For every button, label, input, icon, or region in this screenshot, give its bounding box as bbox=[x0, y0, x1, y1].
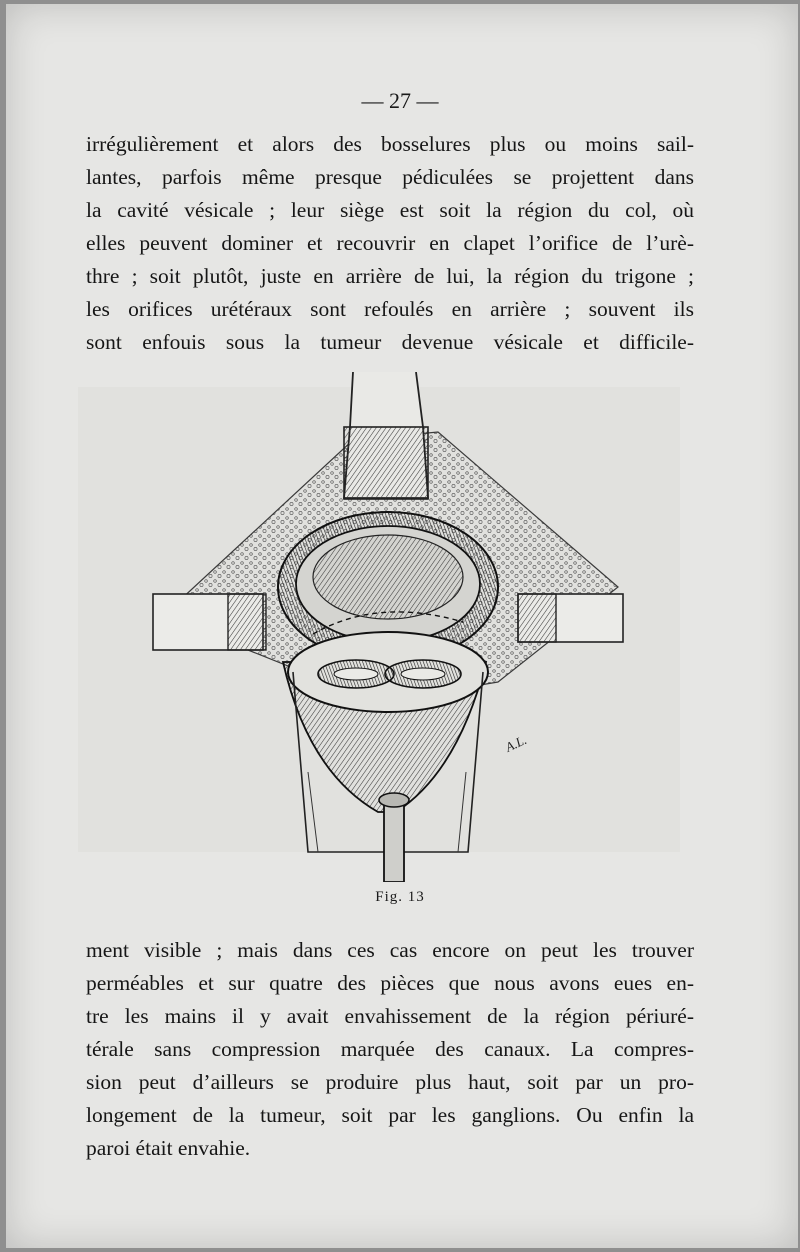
text-line: elles peuvent dominer et recouvrir en clapet l’orifice de l’urè- bbox=[86, 231, 694, 255]
text-line: tre les mains il y avait envahissement de la région périuré- bbox=[86, 1004, 694, 1028]
text-line: sont enfouis sous la tumeur devenue vésicale et difficile- bbox=[86, 330, 694, 354]
upper-retractor bbox=[344, 427, 428, 499]
body-text-bottom bbox=[86, 934, 694, 1165]
text-line: térale sans compression marquée des canaux. La compres- bbox=[86, 1037, 694, 1061]
text-line: ment visible ; mais dans ces cas encore on peut les trouver bbox=[86, 938, 694, 962]
text-line: longement de la tumeur, soit par les ganglions. Ou enfin la bbox=[86, 1103, 694, 1127]
body-text-top bbox=[86, 128, 694, 359]
page-number: — 27 — bbox=[361, 88, 439, 113]
catheter bbox=[384, 797, 404, 882]
text-line: les orifices urétéraux sont refoulés en arrière ; souvent ils bbox=[86, 297, 694, 321]
text-line: thre ; soit plutôt, juste en arrière de lui, la région du trigone ; bbox=[86, 264, 694, 288]
text-line: la cavité vésicale ; leur siège est soit la région du col, où bbox=[86, 198, 694, 222]
left-retractor bbox=[228, 594, 266, 650]
text-line: lantes, parfois même presque pédiculées se projettent dans bbox=[86, 165, 694, 189]
right-retractor bbox=[518, 594, 556, 642]
bladder-illustration bbox=[78, 372, 680, 882]
text-line: irrégulièrement et alors des bosselures plus ou moins sail- bbox=[86, 132, 694, 156]
figure-caption: Fig. 13 bbox=[375, 889, 425, 905]
anatomical-engraving bbox=[78, 372, 680, 882]
text-line: sion peut d’ailleurs se produire plus haut, soit par un pro- bbox=[86, 1070, 694, 1094]
engraver-signature: A.L. bbox=[502, 731, 529, 755]
text-line: perméables et sur quatre des pièces que nous avons eues en- bbox=[86, 971, 694, 995]
text-line: paroi était envahie. bbox=[86, 1136, 251, 1160]
